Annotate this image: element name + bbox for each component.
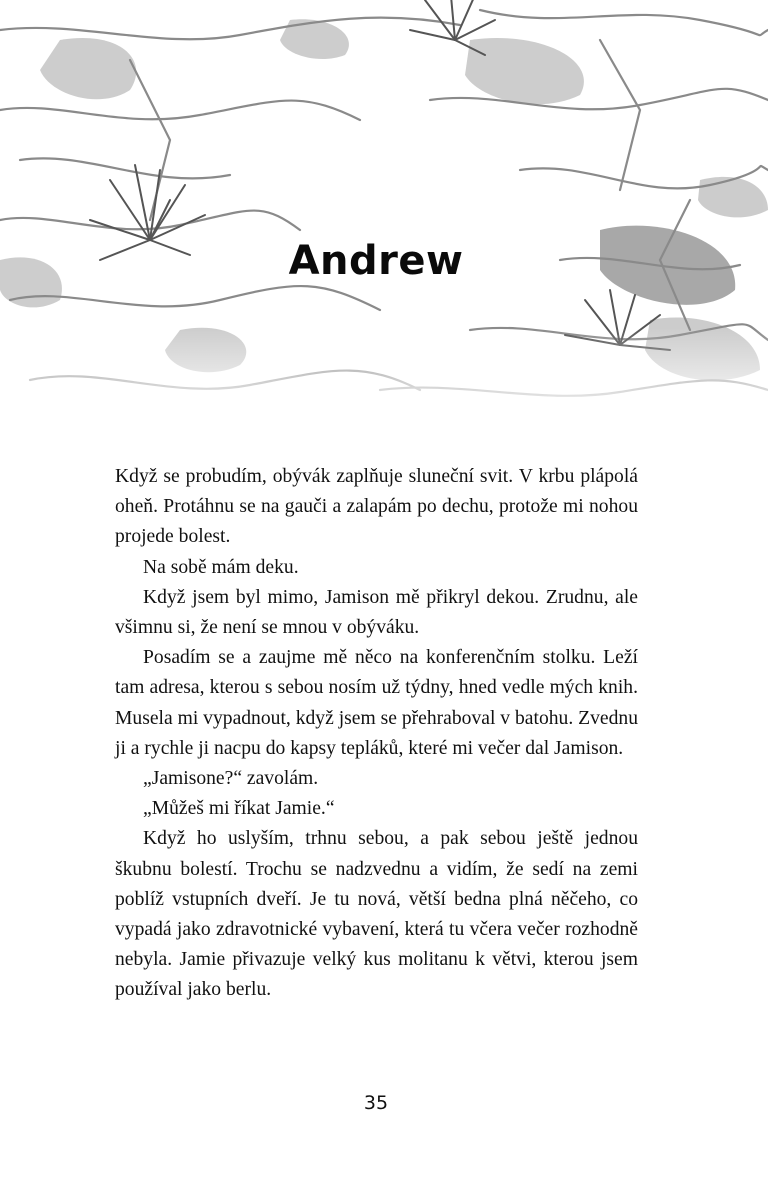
chapter-body [115,462,638,1006]
paragraph: „Můžeš mi říkat Jamie.“ [143,798,335,820]
chapter-title: Andrew [288,238,464,284]
chapter-header-illustration [0,0,768,420]
paragraph: Když ho uslyším, trhnu sebou, a pak sebou ještě jednou škubnu bolestí. Trochu se nadzvednu a vidím, že sedí na zemi poblíž vstupních dveří. Je tu nová, větší bedna plná něčeho, co vypadá jako zdravotnické vybavení, která tu včera večer rozhodně nebyla. Jamie přivazuje velký kus molitanu k větvi, kterou jsem používal jako berlu. [115,828,638,1001]
paragraph: Posadím se a zaujme mě něco na konferenčním stolku. Leží tam adresa, kterou s sebou nosím už týdny, hned vedle mých knih. Musela mi vypadnout, když jsem se přehraboval v batohu. Zvednu ji a rychle ji nacpu do kapsy tepláků, které mi večer dal Jamison. [115,647,638,759]
paragraph: „Jamisone?“ zavolám. [143,768,319,790]
paragraph: Na sobě mám deku. [143,556,299,578]
paragraph: Když jsem byl mimo, Jamison mě přikryl dekou. Zrudnu, ale všimnu si, že není se mnou v obýváku. [115,586,638,639]
paragraph: Když se probudím, obývák zaplňuje sluneční svit. V krbu plápolá oheň. Protáhnu se na gauči a zalapám po dechu, protože mi nohou projede bolest. [115,466,638,548]
page-number: 35 [363,1092,389,1114]
